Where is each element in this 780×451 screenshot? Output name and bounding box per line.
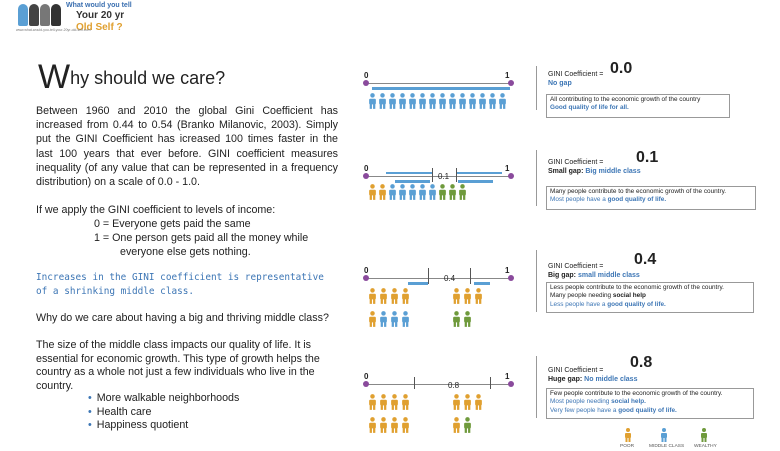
distribution-bar <box>386 172 432 174</box>
pin-icon <box>508 80 514 86</box>
scale-zero-label: 0 <box>364 71 369 80</box>
poor-person-icon <box>390 417 400 438</box>
desc-line-2: Most people needing <box>550 398 612 406</box>
people-icons <box>368 394 518 438</box>
pin-icon <box>363 173 369 179</box>
poor-person-icon <box>390 288 400 309</box>
poor-person-icon <box>452 288 462 309</box>
site-logo[interactable] <box>16 2 132 38</box>
connector-line <box>536 66 537 110</box>
wealthy-person-icon <box>452 311 462 332</box>
legend-wealthy-label: WEALTHY <box>694 444 717 449</box>
logo-person-icon <box>18 4 28 26</box>
desc-line-2-bold: good quality of life. <box>607 196 667 204</box>
legend-poor-label: POOR <box>620 444 635 449</box>
middle-person-icon <box>408 93 417 114</box>
pin-icon <box>363 275 369 281</box>
people-row <box>368 93 518 113</box>
gap-text: Big middle class <box>585 168 641 175</box>
gap-marker <box>432 168 433 182</box>
gap-value: 0.4 <box>444 274 456 283</box>
legend-middle-label: MIDDLE CLASS <box>649 444 685 449</box>
desc-line-3-bold: good quality of life. <box>618 406 677 414</box>
gini-label <box>548 262 640 280</box>
people-row <box>368 394 518 450</box>
middle-person-icon <box>428 184 437 205</box>
desc-line-1: Less people contribute to the economic growth of the country. <box>550 284 724 291</box>
distribution-bar <box>474 282 490 285</box>
people-row <box>368 288 518 344</box>
desc-line-3: Very few people have a <box>550 406 619 414</box>
people-row <box>368 184 518 204</box>
poor-person-icon <box>401 288 451 309</box>
logo-person-icon <box>40 4 50 26</box>
benefits-list <box>88 392 239 433</box>
poor-person-icon <box>379 394 389 415</box>
middle-person-icon <box>498 93 507 114</box>
connector-line <box>536 356 537 418</box>
middle-person-icon <box>388 184 397 205</box>
logo-person-icon <box>29 4 39 26</box>
gini-label-text: GINI Coefficient = <box>548 263 604 270</box>
gap-text: No middle class <box>584 376 638 383</box>
desc-line-2: Most people have a <box>550 196 608 204</box>
gini-label <box>548 366 637 384</box>
logo-person-icon <box>51 4 61 26</box>
description-box <box>546 282 754 313</box>
people-icons <box>368 93 518 114</box>
middle-class-paragraph: The size of the middle class impacts our quality of life. It is essential for economic growth. This type of growth helps the country as a whole not just a few individuals who live in the country. <box>36 339 320 392</box>
poor-person-icon <box>474 288 484 309</box>
logo-url: www.what-would-you-tell-your-20yr-old-self.com <box>16 28 91 32</box>
poor-person-icon <box>452 417 462 438</box>
highlight-statement: Increases in the GINI coefficient is representative of a shrinking middle class. <box>36 272 324 297</box>
description-box <box>546 94 730 118</box>
title-rest: hy should we care? <box>70 68 226 88</box>
scale-one-label: 1 <box>505 266 510 275</box>
poor-person-icon <box>368 184 377 205</box>
poor-person-icon <box>368 394 378 415</box>
gini-value: 0.1 <box>636 149 659 166</box>
poor-person-icon <box>368 288 378 309</box>
desc-line-3-bold: good quality of life. <box>607 300 666 308</box>
pin-icon <box>508 381 514 387</box>
wealthy-person-icon <box>448 184 457 205</box>
gap-prefix: Small gap: <box>548 168 586 175</box>
middle-person-icon <box>488 93 497 114</box>
middle-person-icon <box>408 184 417 205</box>
middle-person-icon <box>390 311 400 332</box>
gap-prefix: Huge gap: <box>548 376 585 383</box>
scale-line <box>366 83 511 84</box>
page-title <box>38 58 226 96</box>
distribution-bar <box>456 172 502 174</box>
gap-marker <box>456 168 457 182</box>
desc-line-2-bold: social help. <box>611 398 646 406</box>
pin-icon <box>363 80 369 86</box>
scale-zero-label: 0 <box>364 372 369 381</box>
distribution-bar <box>395 180 430 183</box>
wealthy-person-icon <box>463 311 473 332</box>
gap-value: 0.1 <box>438 172 450 181</box>
poor-person-icon <box>401 394 451 415</box>
gini-value: 0.8 <box>630 354 653 371</box>
people-icons <box>368 288 518 332</box>
scale-line <box>366 278 511 279</box>
middle-person-icon <box>468 93 477 114</box>
poor-person-icon <box>463 288 473 309</box>
gap-marker <box>428 268 429 284</box>
poor-person-icon <box>463 394 473 415</box>
description-box <box>546 388 754 419</box>
wealthy-person-icon <box>463 417 473 438</box>
gap-value: 0.8 <box>448 381 460 390</box>
wealthy-person-icon <box>438 184 447 205</box>
middle-person-icon <box>398 184 407 205</box>
question-text: Why do we care about having a big and thriving middle class? <box>36 312 329 324</box>
middle-person-icon <box>418 184 427 205</box>
middle-person-icon <box>438 93 447 114</box>
wealthy-person-icon <box>458 184 467 205</box>
poor-person-icon <box>379 417 389 438</box>
middle-person-icon <box>388 93 397 114</box>
pin-icon <box>508 275 514 281</box>
list-item: • Happiness quotient <box>88 419 239 433</box>
logo-tagline: What would you tell <box>66 2 132 9</box>
apply-one-cont: everyone else gets nothing. <box>120 246 251 258</box>
poor-person-icon <box>378 184 387 205</box>
desc-line-2-bold: social help <box>612 292 646 300</box>
apply-zero: 0 = Everyone gets paid the same <box>94 218 251 230</box>
middle-person-icon <box>428 93 437 114</box>
scale-zero-label: 0 <box>364 164 369 173</box>
gap-prefix: Big gap: <box>548 272 578 279</box>
desc-line-1: Many people contribute to the economic growth of the country. <box>550 188 727 195</box>
desc-line-1: All contributing to the economic growth of the country <box>550 96 701 103</box>
gap-marker <box>470 268 471 284</box>
middle-person-icon <box>378 93 387 114</box>
poor-person-icon <box>401 417 451 438</box>
desc-line-3: Less people have a <box>550 300 608 308</box>
middle-person-icon <box>458 93 467 114</box>
gini-label <box>548 158 641 176</box>
gap-text: No gap <box>548 80 572 87</box>
poor-person-icon <box>379 288 389 309</box>
middle-person-icon <box>368 93 377 114</box>
scale-zero-label: 0 <box>364 266 369 275</box>
scale-one-label: 1 <box>505 372 510 381</box>
desc-line-1: Few people contribute to the economic growth of the country. <box>550 390 723 397</box>
gap-text: small middle class <box>577 272 640 279</box>
gap-marker <box>414 377 415 389</box>
gini-scale-explainer <box>36 203 308 259</box>
logo-subtitle: Old Self ? <box>76 22 123 33</box>
intro-paragraph: Between 1960 and 2010 the global Gini Coefficient has increased from 0.44 to 0.54 (Branko Milanovic, 2003). Simply put the GINI Coefficient has icreased 100 times faster in the last 100 years that ever before. GINI coefficient measures inequality (of any value that can be represented in a frequency distribution) on a scale of 0.0 - 1.0. <box>36 105 338 189</box>
connector-line <box>536 250 537 312</box>
list-item: • Health care <box>88 406 239 420</box>
gini-label-text: GINI Coefficient = <box>548 367 604 374</box>
apply-intro: If we apply the GINI coefficient to levels of income: <box>36 204 276 216</box>
scale-one-label: 1 <box>505 71 510 80</box>
middle-person-icon <box>478 93 487 114</box>
list-item: • More walkable neighborhoods <box>88 392 239 406</box>
desc-line-2: Many people needing <box>550 292 613 300</box>
poor-person-icon <box>368 417 378 438</box>
pin-icon <box>508 173 514 179</box>
gini-label-text: GINI Coefficient = <box>548 71 604 78</box>
gap-marker <box>490 377 491 389</box>
title-initial: W <box>38 58 71 96</box>
distribution-bar <box>408 282 428 285</box>
distribution-bar <box>458 180 493 183</box>
middle-person-icon <box>418 93 427 114</box>
gini-label <box>548 70 603 88</box>
distribution-bar <box>372 87 510 90</box>
poor-person-icon <box>452 394 462 415</box>
middle-person-icon <box>379 311 389 332</box>
description-box <box>546 186 756 210</box>
people-icons <box>368 184 518 205</box>
middle-person-icon <box>448 93 457 114</box>
gini-value: 0.4 <box>634 251 657 268</box>
poor-person-icon <box>474 394 484 415</box>
gini-value: 0.0 <box>610 60 633 77</box>
middle-person-icon <box>401 311 451 332</box>
pin-icon <box>363 381 369 387</box>
apply-one: 1 = One person gets paid all the money while <box>94 232 309 244</box>
middle-person-icon <box>398 93 407 114</box>
scale-one-label: 1 <box>505 164 510 173</box>
connector-line <box>536 150 537 206</box>
poor-person-icon <box>368 311 378 332</box>
logo-title: Your 20 yr <box>76 10 125 21</box>
desc-line-2-bold: Good quality of life for all. <box>550 104 629 112</box>
poor-person-icon <box>390 394 400 415</box>
gini-label-text: GINI Coefficient = <box>548 159 604 166</box>
